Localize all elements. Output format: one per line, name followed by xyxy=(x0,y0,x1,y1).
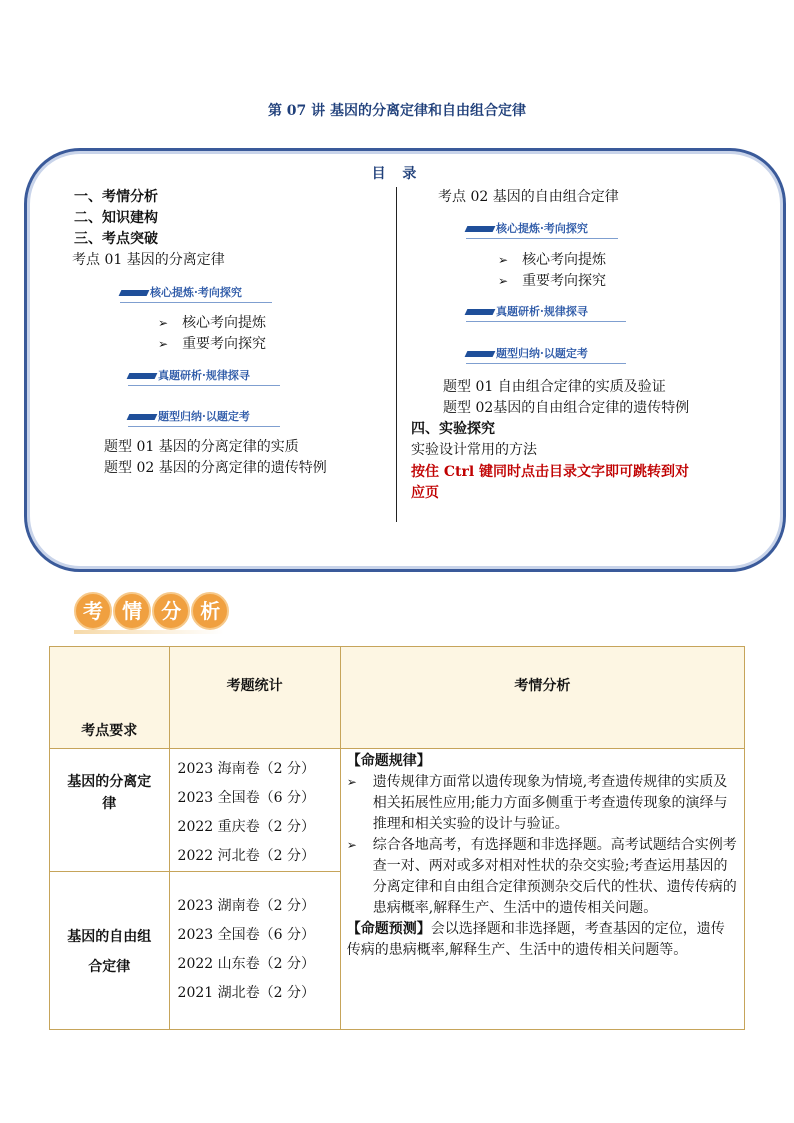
table-row xyxy=(50,749,745,872)
toc-sub-important-1[interactable]: ➢ 重要考向探究 xyxy=(158,336,267,352)
ctrl-click-note-line1: 按住 Ctrl 键同时点击目录文字即可跳转到对 xyxy=(411,464,690,480)
banner-bar-icon xyxy=(127,373,158,379)
exam-analysis-table xyxy=(49,646,745,1030)
predict-text: 会以选择题和非选择题，考查基因的定位，遗传传病的患病概率,解释生产、生活中的遗传相关问题等。 xyxy=(346,921,725,958)
toc-experiment-methods[interactable]: 实验设计常用的方法 xyxy=(411,442,537,458)
arrow-bullet-icon: ➢ xyxy=(346,775,357,789)
ctrl-click-note-line2: 应页 xyxy=(411,485,439,501)
arrow-bullet-icon: ➢ xyxy=(346,838,357,852)
banner-bar-icon xyxy=(119,290,150,296)
banner-bar-icon xyxy=(465,226,496,232)
requirement-text: 律 xyxy=(102,796,117,812)
arrow-bullet-icon: ➢ xyxy=(498,274,509,288)
header-analysis: 考情分析 xyxy=(340,647,744,749)
toc-divider xyxy=(396,187,397,522)
section-title-char: 情 xyxy=(113,592,151,630)
statistics-cell xyxy=(169,872,340,1030)
page-title: 第 07 讲 基因的分离定律和自由组合定律 xyxy=(267,103,527,119)
predict-label: 【命题预测】 xyxy=(346,921,431,937)
toc-item-knowledge[interactable]: 二、知识建构 xyxy=(74,210,158,226)
table-header-row xyxy=(50,647,745,749)
section-title-underline xyxy=(74,630,224,634)
arrow-bullet-icon: ➢ xyxy=(158,316,169,330)
banner-bar-icon xyxy=(465,309,496,315)
toc-type-1-1[interactable]: 题型 01 基因的分离定律的实质 xyxy=(104,439,299,455)
stat-item: 2022 重庆卷（2 分） xyxy=(177,819,315,835)
stat-item: 2023 全国卷（6 分） xyxy=(177,790,315,806)
toc-item-breakthrough[interactable]: 三、考点突破 xyxy=(74,231,158,247)
statistics-cell xyxy=(169,749,340,872)
section-title-char: 析 xyxy=(191,592,229,630)
banner-bar-icon xyxy=(127,414,158,420)
analysis-bullet-text: 遗传规律方面常以遗传现象为情境,考查遗传规律的实质及相关拓展性应用;能力方面多侧重于考查遗传现象的演绎与推理和相关实验的设计与验证。 xyxy=(372,774,728,832)
header-requirement: 考点要求 xyxy=(50,647,170,749)
analysis-bullet xyxy=(347,835,738,919)
requirement-cell xyxy=(50,749,170,872)
toc-item-analysis[interactable]: 一、考情分析 xyxy=(74,189,158,205)
prediction-paragraph xyxy=(347,919,738,961)
section-title-char: 考 xyxy=(74,592,112,630)
arrow-bullet-icon: ➢ xyxy=(498,253,509,267)
section-title-kaoqing xyxy=(74,592,225,632)
toc-banner-real-2[interactable]: 真题研析·规律探寻 xyxy=(466,305,626,319)
toc-heading: 目 录 xyxy=(371,166,423,182)
toc-banner-types-1[interactable]: 题型归纳·以题定考 xyxy=(128,410,280,424)
rule-label: 【命题规律】 xyxy=(346,753,431,769)
analysis-bullet xyxy=(347,772,738,835)
stat-item: 2021 湖北卷（2 分） xyxy=(177,985,315,1001)
stat-item: 2023 湖南卷（2 分） xyxy=(177,898,315,914)
header-statistics: 考题统计 xyxy=(169,647,340,749)
toc-point-1[interactable]: 考点 01 基因的分离定律 xyxy=(72,252,225,268)
analysis-cell xyxy=(340,749,744,1030)
stat-item: 2022 河北卷（2 分） xyxy=(177,848,315,864)
analysis-bullet-text: 综合各地高考，有选择题和非选择题。高考试题结合实例考查一对、两对或多对相对性状的杂交实验;考查运用基因的分离定律和自由组合定律预测杂交后代的性状、遗传传病的患病概率,解释生产、生活中的遗传相关问题。 xyxy=(372,837,737,916)
requirement-text: 基因的自由组 xyxy=(67,929,152,945)
toc-type-2-2[interactable]: 题型 02基因的自由组合定律的遗传特例 xyxy=(443,400,690,416)
toc-sub-core-2[interactable]: ➢ 核心考向提炼 xyxy=(498,252,607,268)
toc-point-2[interactable]: 考点 02 基因的自由组合定律 xyxy=(438,189,619,205)
toc-banner-core-1[interactable]: 核心提炼·考向探究 xyxy=(120,286,272,300)
stat-item: 2022 山东卷（2 分） xyxy=(177,956,315,972)
requirement-text: 基因的分离定 xyxy=(67,774,152,790)
stat-item: 2023 海南卷（2 分） xyxy=(177,761,315,777)
toc-type-1-2[interactable]: 题型 02 基因的分离定律的遗传特例 xyxy=(104,460,327,476)
toc-type-2-1[interactable]: 题型 01 自由组合定律的实质及验证 xyxy=(443,379,666,395)
requirement-cell xyxy=(50,872,170,1030)
toc-item-experiment[interactable]: 四、实验探究 xyxy=(411,421,495,437)
stat-item: 2023 全国卷（6 分） xyxy=(177,927,315,943)
section-title-char: 分 xyxy=(152,592,190,630)
toc-banner-core-2[interactable]: 核心提炼·考向探究 xyxy=(466,222,618,236)
banner-bar-icon xyxy=(465,351,496,357)
requirement-text: 合定律 xyxy=(88,959,131,975)
arrow-bullet-icon: ➢ xyxy=(158,337,169,351)
toc-sub-important-2[interactable]: ➢ 重要考向探究 xyxy=(498,273,607,289)
toc-banner-types-2[interactable]: 题型归纳·以题定考 xyxy=(466,347,626,361)
toc-sub-core-1[interactable]: ➢ 核心考向提炼 xyxy=(158,315,267,331)
toc-banner-real-1[interactable]: 真题研析·规律探寻 xyxy=(128,369,280,383)
